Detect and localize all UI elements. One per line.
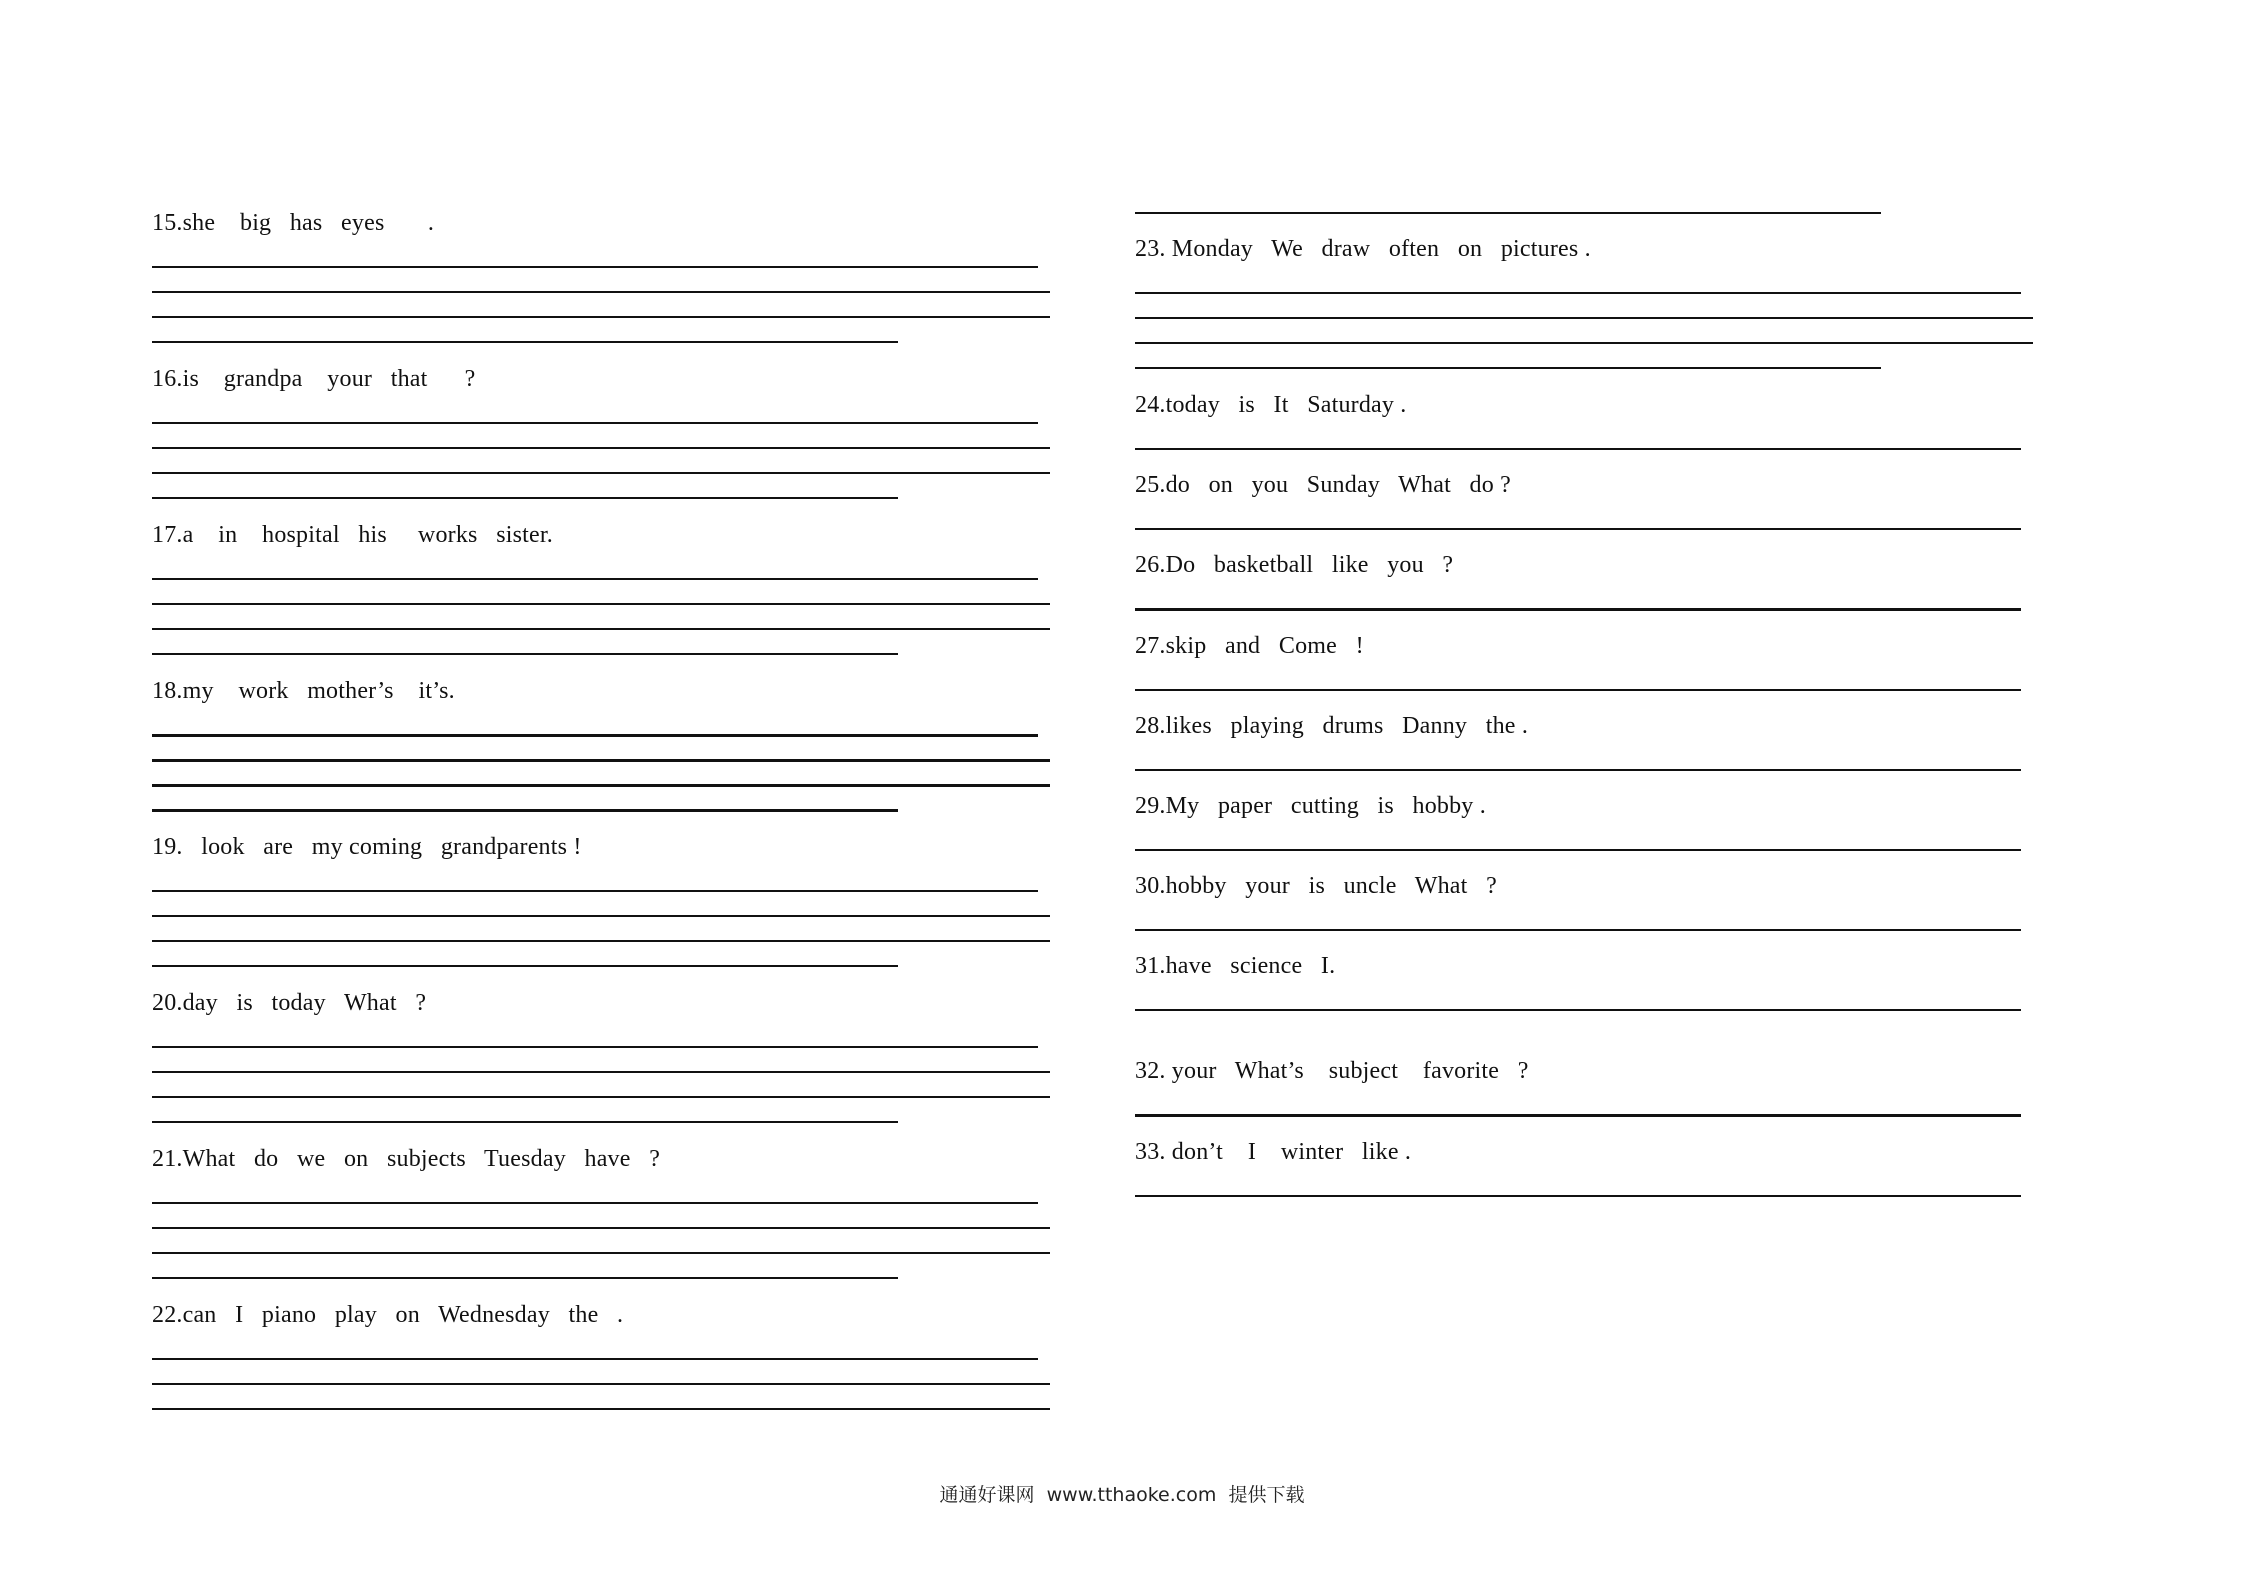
question-27: 27.skip and Come ! xyxy=(1135,633,1364,659)
answer-line[interactable] xyxy=(152,603,1050,605)
answer-line[interactable] xyxy=(152,940,1050,942)
question-22: 22.can I piano play on Wednesday the . xyxy=(152,1302,624,1328)
answer-line[interactable] xyxy=(152,1071,1050,1073)
answer-line[interactable] xyxy=(1135,1009,2021,1011)
answer-line[interactable] xyxy=(152,422,1038,424)
answer-line[interactable] xyxy=(152,316,1050,318)
answer-line[interactable] xyxy=(152,734,1038,737)
answer-line[interactable] xyxy=(1135,849,2021,851)
question-15: 15.she big has eyes . xyxy=(152,210,435,236)
answer-line[interactable] xyxy=(152,291,1050,293)
answer-line[interactable] xyxy=(1135,292,2021,294)
answer-line[interactable] xyxy=(1135,528,2021,530)
answer-line[interactable] xyxy=(152,784,1050,787)
question-21: 21.What do we on subjects Tuesday have ? xyxy=(152,1146,661,1172)
answer-line[interactable] xyxy=(152,341,898,343)
answer-line[interactable] xyxy=(152,447,1050,449)
question-17: 17.a in hospital his works sister. xyxy=(152,522,553,548)
answer-line[interactable] xyxy=(152,653,898,655)
answer-line[interactable] xyxy=(1135,448,2021,450)
answer-line[interactable] xyxy=(152,266,1038,268)
answer-line[interactable] xyxy=(152,759,1050,762)
question-28: 28.likes playing drums Danny the . xyxy=(1135,713,1529,739)
answer-line[interactable] xyxy=(1135,1114,2021,1117)
answer-line[interactable] xyxy=(1135,769,2021,771)
answer-line[interactable] xyxy=(152,628,1050,630)
question-19: 19. look are my coming grandparents ! xyxy=(152,834,582,860)
answer-line[interactable] xyxy=(152,1383,1050,1385)
question-25: 25.do on you Sunday What do ? xyxy=(1135,472,1511,498)
answer-line[interactable] xyxy=(152,1046,1038,1048)
question-16: 16.is grandpa your that ? xyxy=(152,366,476,392)
answer-line[interactable] xyxy=(152,1358,1038,1360)
answer-line[interactable] xyxy=(152,497,898,499)
question-32: 32. your What’s subject favorite ? xyxy=(1135,1058,1529,1084)
question-20: 20.day is today What ? xyxy=(152,990,427,1016)
page-footer: 通通好课网 www.tthaoke.com 提供下载 xyxy=(939,1484,1305,1506)
answer-line[interactable] xyxy=(152,1121,898,1123)
answer-line[interactable] xyxy=(1135,367,1881,369)
answer-line[interactable] xyxy=(152,1096,1050,1098)
answer-line[interactable] xyxy=(152,1227,1050,1229)
answer-line[interactable] xyxy=(152,965,898,967)
question-23: 23. Monday We draw often on pictures . xyxy=(1135,236,1591,262)
answer-line[interactable] xyxy=(152,915,1050,917)
answer-line[interactable] xyxy=(1135,342,2033,344)
answer-line[interactable] xyxy=(1135,317,2033,319)
answer-line[interactable] xyxy=(1135,212,1881,214)
question-33: 33. don’t I winter like . xyxy=(1135,1139,1412,1165)
answer-line[interactable] xyxy=(152,1277,898,1279)
answer-line[interactable] xyxy=(1135,1195,2021,1197)
question-29: 29.My paper cutting is hobby . xyxy=(1135,793,1486,819)
answer-line[interactable] xyxy=(152,1408,1050,1410)
answer-line[interactable] xyxy=(1135,608,2021,611)
question-24: 24.today is It Saturday . xyxy=(1135,392,1407,418)
answer-line[interactable] xyxy=(1135,689,2021,691)
question-26: 26.Do basketball like you ? xyxy=(1135,552,1454,578)
question-31: 31.have science I. xyxy=(1135,953,1336,979)
answer-line[interactable] xyxy=(152,1202,1038,1204)
question-18: 18.my work mother’s it’s. xyxy=(152,678,455,704)
answer-line[interactable] xyxy=(152,890,1038,892)
question-30: 30.hobby your is uncle What ? xyxy=(1135,873,1497,899)
answer-line[interactable] xyxy=(1135,929,2021,931)
answer-line[interactable] xyxy=(152,1252,1050,1254)
answer-line[interactable] xyxy=(152,578,1038,580)
answer-line[interactable] xyxy=(152,809,898,812)
answer-line[interactable] xyxy=(152,472,1050,474)
